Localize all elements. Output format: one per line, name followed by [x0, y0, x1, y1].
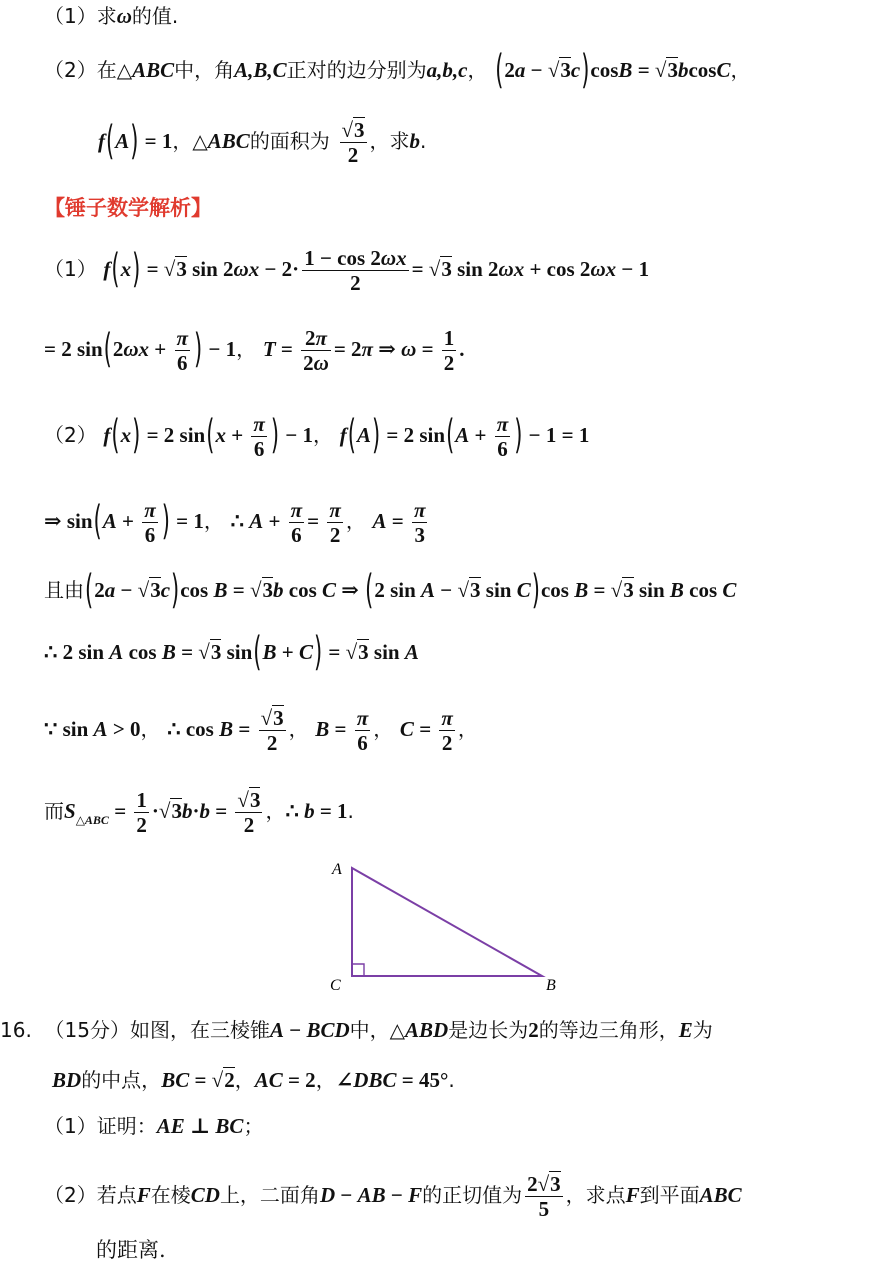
p16-statement-2: BD的中点，BC = √2，AC = 2，∠DBC = 45°.	[52, 1068, 455, 1092]
solution-heading: 【锤子数学解析】	[44, 196, 212, 220]
triangle-abc	[352, 868, 542, 976]
solution-step-3: （2） f(x) = 2 sin(x + $\frac{\pi}{6}$ ) − 1， f(A) = 2 sin(A + $\frac{\pi}{6}$ ) − 1 = 1	[44, 411, 590, 462]
p16-part2: （2）若点F在棱CD上，二面角D − AB − F的正切值为 $\frac{2√3}{5}$ ，求点F到平面ABC	[44, 1172, 742, 1222]
label-b: B	[546, 977, 556, 994]
solution-step-1: （1） f(x) = √3 sin 2ωx − 2· $\frac{1 - \cos 2\omega x}{2}$ = √3 sin 2ωx + cos 2ωx − 1	[44, 245, 650, 296]
right-angle-mark	[352, 964, 364, 976]
p16-part2-cont: 的距离.	[96, 1238, 166, 1262]
p16-part1: （1）证明：AE ⊥ BC；	[44, 1114, 264, 1138]
p15-part1: （1）求ω的值.	[44, 4, 179, 28]
p16-statement-1: 16. （15分）如图，在三棱锥A − BCD中，△ABD是边长为2的等边三角形，E为	[0, 1018, 713, 1042]
solution-step-4: ⇒ sin(A + $\frac{\pi}{6}$ ) = 1， ∴ A + $\frac{\pi}{6}$ = $\frac{\pi}{2}$ ， A = $\frac{\pi}{3}$	[44, 497, 426, 548]
solution-step-8: 而$S_{\triangle ABC}$ = $\frac{1}{2}$ ·√3b·b = $\frac{√3}{2}$ ，∴ b = 1.	[44, 788, 354, 838]
p15-part2: （2）在△ABC中，角A,B,C正对的边分别为a,b,c， (2a − √3c)cosB = √3bcosC，	[44, 46, 751, 93]
solution-step-7: ∵ sin A > 0， ∴ cos B = $\frac{√3}{2}$ ， B = $\frac{\pi}{6}$ ， C = $\frac{\pi}{2}$ ，	[44, 706, 478, 756]
triangle-figure	[320, 850, 570, 1000]
label-c: C	[330, 977, 341, 994]
solution-step-6: ∴ 2 sin A cos B = √3 sin(B + C) = √3 sin A	[44, 628, 419, 675]
solution-step-2: = 2 sin(2ωx + $\frac{\pi}{6}$ ) − 1， T = $\frac{2\pi}{2\omega}$ = 2π ⇒ ω = $\frac{1}{2}$ .	[44, 325, 465, 376]
p15-part2-cont: f(A) = 1，△ABC的面积为 $\frac{√3}{2}$ ，求b.	[98, 117, 427, 168]
solution-step-5: 且由(2a − √3c)cos B = √3b cos C ⇒ (2 sin A − √3 sin C)cos B = √3 sin B cos C	[44, 566, 737, 613]
label-a: A	[332, 861, 342, 878]
